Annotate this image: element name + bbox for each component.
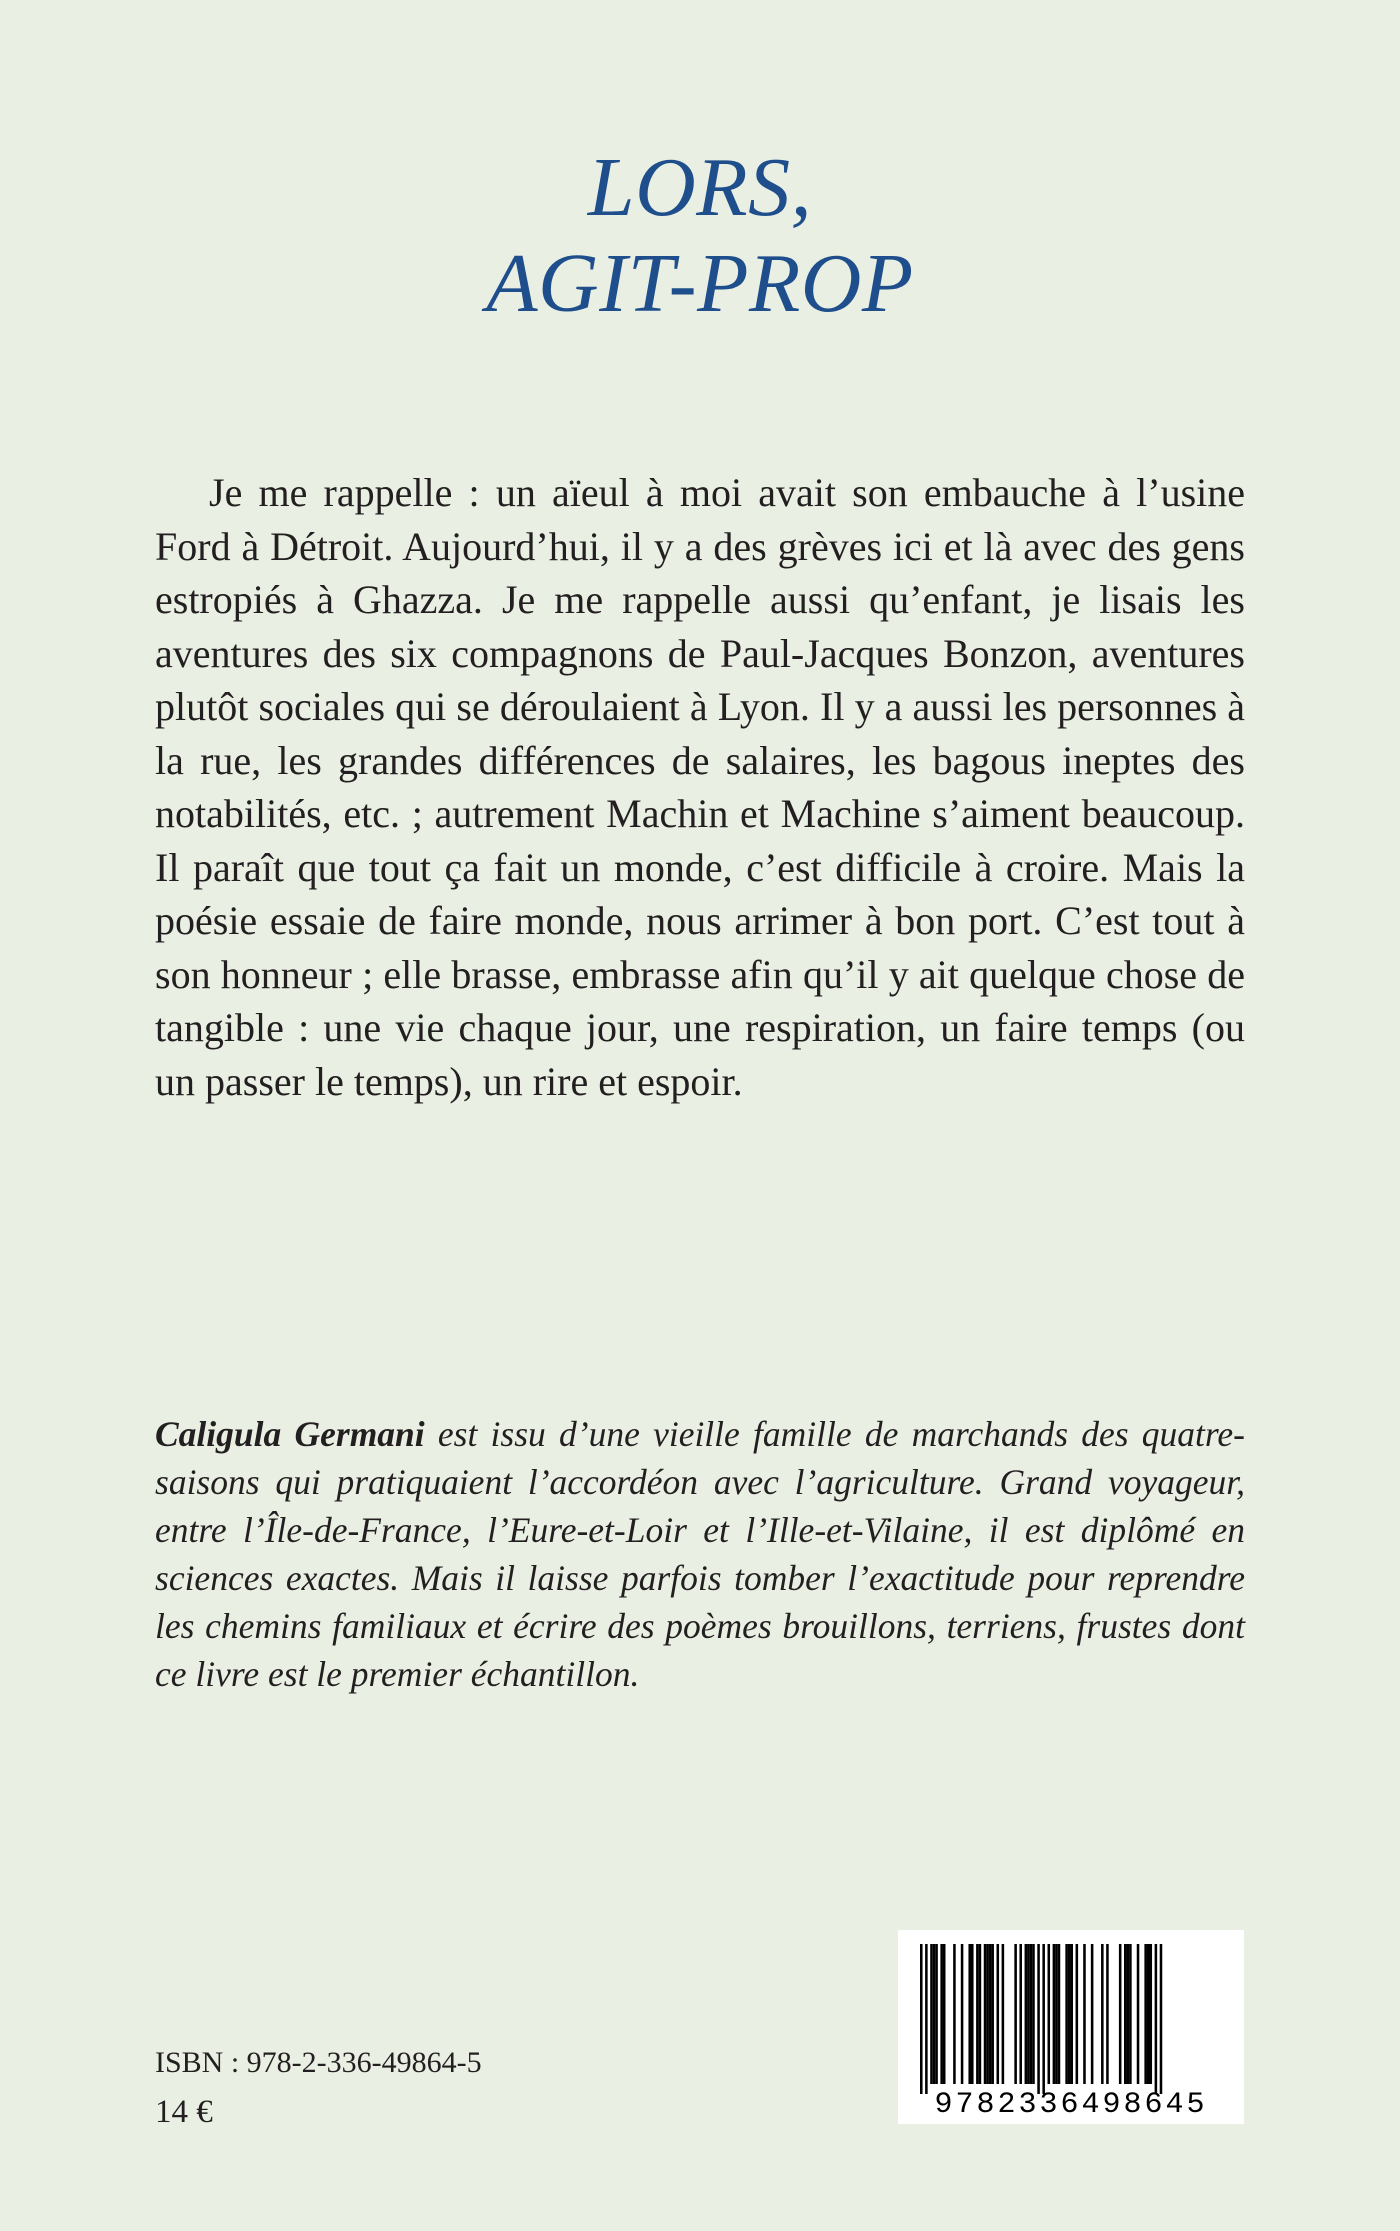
barcode-bar [920,1944,923,2094]
barcode-bar [940,1944,943,2084]
barcode-bar [961,1944,964,2084]
barcode-bar [1144,1944,1147,2084]
barcode-bar [1048,1944,1051,2084]
barcode-bar [1119,1944,1122,2084]
barcode-bar [971,1944,974,2084]
barcode-bar [1101,1944,1104,2084]
barcode-bar [1065,1944,1068,2084]
back-cover-blurb: Je me rappelle : un aïeul à moi avait son embauche à l’usine Ford à Détroit. Aujourd’hui, il y a des grèves ici et là avec des gens estropiés à Ghazza. Je me rappelle aussi qu’enfant, je lisais les aventures des six compagnons de Paul-Jacques Bonzon, aventures plutôt sociales qui se déroulaient à Lyon. Il y a aussi les personnes à la rue, les grandes différences de salaires, les bagous ineptes des notabilités, etc. ; autrement Machin et Machine s’aiment beaucoup. Il paraît que tout ça fait un monde, c’est difficile à croire. Mais la poésie essaie de faire monde, nous arrimer à bon port. C’est tout à son honneur ; elle brasse, embrasse afin qu’il y ait quelque chose de tangible : une vie chaque jour, une respiration, un faire temps (ou un passer le temps), un rire et espoir. [155,470,1245,1104]
barcode-bar [1030,1944,1033,2084]
barcode-bar [997,1944,1000,2084]
isbn-label: ISBN : 978-2-336-49864-5 [155,2046,482,2079]
barcode-bar [1042,1944,1045,2094]
barcode-bar [1083,1944,1086,2084]
barcode-bar [1070,1944,1073,2084]
barcode-bar [1002,1944,1005,2084]
barcode-digits: 9782336498645 [934,2088,1208,2122]
barcode-bar [1129,1944,1132,2084]
barcode-bar [968,1944,971,2084]
barcode-bar [984,1944,987,2084]
barcode-bar [1160,1944,1163,2094]
barcode-bar [1019,1944,1022,2084]
barcode-bar [976,1944,979,2084]
barcode-bar [925,1944,928,2094]
barcode-bar [989,1944,992,2084]
barcode-bar [1014,1944,1017,2084]
barcode-bar [1068,1944,1071,2084]
barcode-bar [1058,1944,1061,2084]
barcode-bar [943,1944,946,2084]
barcode-bar [1032,1944,1035,2084]
author-name: Caligula Germani [155,1414,425,1454]
barcode-graphic [898,1930,1244,2124]
barcode-bar [986,1944,989,2084]
barcode-bar [991,1944,994,2084]
barcode-bar [1027,1944,1030,2084]
price-label: 14 € [155,2094,213,2130]
barcode-bar [1124,1944,1127,2084]
title-line-2: AGIT-PROP [486,237,914,330]
barcode-bar [1150,1944,1153,2084]
barcode-bar [1037,1944,1040,2094]
barcode-bar [1137,1944,1140,2084]
title-line-1: LORS, [587,141,813,234]
barcode-bar [1147,1944,1150,2084]
barcode-bar [935,1944,938,2084]
barcode-bar [1025,1944,1028,2084]
barcode-bar [1053,1944,1056,2084]
barcode-bar [1091,1944,1094,2084]
barcode-bar [1076,1944,1079,2084]
barcode-bars [920,1944,1162,2094]
barcode-bar [1127,1944,1130,2084]
author-bio [155,1410,1245,1698]
barcode-bar [1055,1944,1058,2084]
barcode-bar [953,1944,956,2084]
barcode-bar [930,1944,933,2084]
book-title [0,140,1400,332]
barcode-bar [1155,1944,1158,2094]
barcode-bar [979,1944,982,2084]
author-bio-text: est issu d’une vieille famille de marchands des quatre-saisons qui pratiquaient l’accordéon avec l’agriculture. Grand voyageur, entre l’Île-de-France, l’Eure-et-Loir et l’Ille-et-Vilaine, il est diplômé en sciences exactes. Mais il laisse parfois tomber l’exactitude pour reprendre les chemins familiaux et écrire des poèmes brouillons, terriens, frustes dont ce livre est le premier échantillon. [155,1414,1245,1694]
barcode-bar [933,1944,936,2084]
barcode-bar [1106,1944,1109,2084]
barcode [898,1930,1244,2124]
